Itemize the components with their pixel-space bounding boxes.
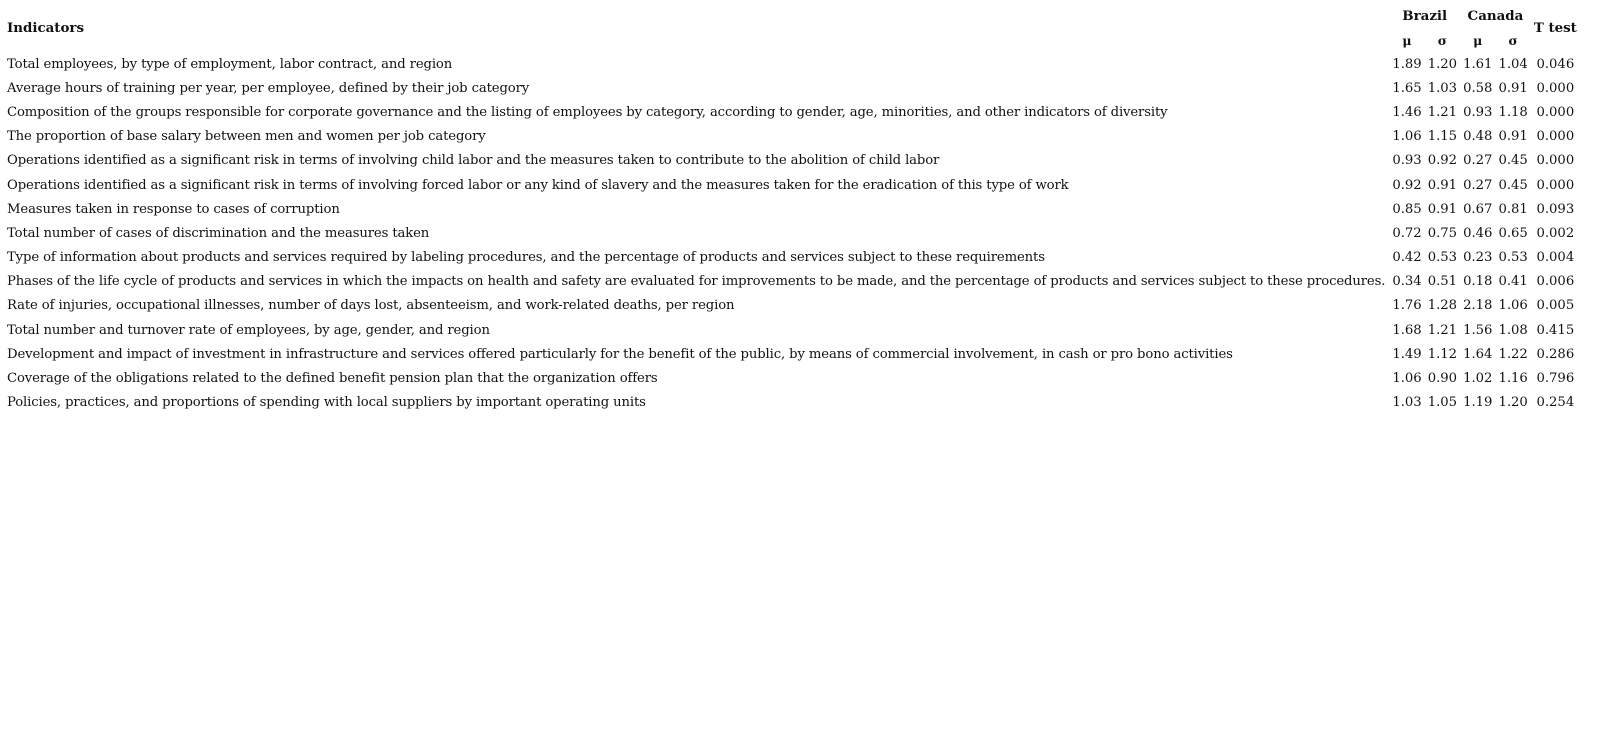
indicator-cell: Coverage of the obligations related to the defined benefit pension plan that the organization offers: [7, 371, 658, 387]
indicators-header: Indicators: [7, 20, 84, 36]
table-row: [4, 391, 1580, 415]
brazil-mu-cell: 0.34: [1392, 274, 1422, 290]
canada-sigma-cell: 1.20: [1498, 395, 1528, 411]
canada-mu-header: μ: [1473, 32, 1483, 48]
canada-mu-cell: 1.02: [1463, 371, 1493, 387]
canada-mu-cell: 0.93: [1463, 104, 1493, 120]
brazil-mu-cell: 1.49: [1392, 346, 1422, 362]
canada-mu-cell: 0.27: [1463, 177, 1493, 193]
brazil-sigma-cell: 1.15: [1427, 129, 1458, 145]
indicator-cell: Total number of cases of discrimination and the measures taken: [7, 225, 430, 241]
t-test-cell: 0.006: [1536, 274, 1575, 290]
table-row: [4, 52, 1580, 76]
canada-sigma-cell: 1.16: [1498, 371, 1528, 387]
indicator-cell: Type of information about products and services required by labeling procedures, and the percentage of products and services subject to these requirements: [7, 250, 1045, 266]
canada-mu-cell: 0.23: [1463, 250, 1493, 266]
t-test-cell: 0.005: [1536, 298, 1575, 314]
canada-sigma-cell: 0.45: [1498, 153, 1528, 169]
indicator-cell: Development and impact of investment in infrastructure and services offered particularly for the benefit of the public, by means of commercial involvement, in cash or pro bono activities: [7, 346, 1233, 362]
brazil-mu-cell: 1.65: [1392, 80, 1422, 96]
brazil-mu-cell: 1.89: [1392, 56, 1422, 72]
t-test-cell: 0.000: [1536, 80, 1575, 96]
brazil-sigma-cell: 1.21: [1427, 322, 1458, 338]
indicator-cell: Policies, practices, and proportions of spending with local suppliers by important operating units: [7, 395, 646, 411]
table-row: [4, 246, 1580, 270]
canada-sigma-cell: 0.53: [1498, 250, 1528, 266]
canada-mu-cell: 2.18: [1463, 298, 1493, 314]
table-body: [4, 52, 1580, 415]
brazil-mu-cell: 0.85: [1392, 201, 1422, 217]
brazil-mu-cell: 0.72: [1392, 225, 1422, 241]
indicators-table: [4, 4, 1580, 415]
canada-mu-cell: 1.56: [1463, 322, 1493, 338]
t-test-cell: 0.796: [1536, 371, 1575, 387]
canada-sigma-cell: 1.22: [1498, 346, 1528, 362]
brazil-mu-header: μ: [1402, 32, 1412, 48]
t-test-cell: 0.286: [1536, 346, 1575, 362]
indicator-cell: Average hours of training per year, per employee, defined by their job category: [7, 80, 530, 96]
canada-sigma-header: σ: [1508, 32, 1518, 48]
canada-mu-cell: 0.27: [1463, 153, 1493, 169]
brazil-sigma-cell: 1.28: [1427, 298, 1458, 314]
brazil-mu-cell: 0.93: [1392, 153, 1422, 169]
canada-sigma-cell: 0.45: [1498, 177, 1528, 193]
canada-mu-cell: 1.61: [1463, 56, 1493, 72]
brazil-sigma-cell: 0.91: [1427, 177, 1458, 193]
brazil-mu-cell: 1.46: [1392, 104, 1422, 120]
table-row: [4, 342, 1580, 366]
canada-sigma-cell: 0.81: [1498, 201, 1528, 217]
t-test-cell: 0.000: [1536, 153, 1575, 169]
canada-mu-cell: 1.64: [1463, 346, 1493, 362]
t-test-cell: 0.254: [1536, 395, 1575, 411]
indicator-cell: Total employees, by type of employment, labor contract, and region: [7, 56, 453, 72]
indicator-cell: Phases of the life cycle of products and services in which the impacts on health and safety are evaluated for improvements to be made, and the percentage of products and services subject to these procedures.: [7, 274, 1386, 290]
indicator-cell: The proportion of base salary between men and women per job category: [7, 129, 486, 145]
brazil-sigma-cell: 0.92: [1427, 153, 1458, 169]
t-test-cell: 0.000: [1536, 177, 1575, 193]
canada-mu-cell: 0.58: [1463, 80, 1493, 96]
table-row: [4, 270, 1580, 294]
canada-mu-cell: 0.67: [1463, 201, 1493, 217]
t-test-cell: 0.004: [1536, 250, 1575, 266]
table-row: [4, 100, 1580, 124]
table-row: [4, 125, 1580, 149]
canada-sigma-cell: 1.18: [1498, 104, 1528, 120]
t-test-cell: 0.002: [1536, 225, 1575, 241]
table-row: [4, 197, 1580, 221]
brazil-sigma-cell: 0.90: [1427, 371, 1458, 387]
indicator-cell: Total number and turnover rate of employees, by age, gender, and region: [7, 322, 490, 338]
canada-sigma-cell: 1.08: [1498, 322, 1528, 338]
t-test-cell: 0.000: [1536, 104, 1575, 120]
brazil-mu-cell: 0.42: [1392, 250, 1422, 266]
brazil-mu-cell: 1.06: [1392, 129, 1422, 145]
brazil-mu-cell: 1.68: [1392, 322, 1422, 338]
header-row-groups: [4, 4, 1580, 28]
t-test-cell: 0.046: [1536, 56, 1575, 72]
brazil-mu-cell: 0.92: [1392, 177, 1422, 193]
canada-sigma-cell: 0.91: [1498, 80, 1528, 96]
brazil-sigma-cell: 0.51: [1427, 274, 1458, 290]
brazil-sigma-cell: 1.20: [1427, 56, 1458, 72]
canada-mu-cell: 0.48: [1463, 129, 1493, 145]
indicator-cell: Operations identified as a significant risk in terms of involving forced labor or any kind of slavery and the measures taken for the eradication of this type of work: [7, 177, 1069, 193]
brazil-sigma-cell: 0.53: [1427, 250, 1458, 266]
t-test-cell: 0.415: [1536, 322, 1575, 338]
brazil-sigma-cell: 1.05: [1427, 395, 1458, 411]
canada-sigma-cell: 1.06: [1498, 298, 1528, 314]
brazil-sigma-header: σ: [1437, 32, 1447, 48]
table-row: [4, 149, 1580, 173]
t-test-cell: 0.000: [1536, 129, 1575, 145]
indicator-cell: Measures taken in response to cases of corruption: [7, 201, 340, 217]
table-row: [4, 221, 1580, 245]
canada-mu-cell: 0.46: [1463, 225, 1493, 241]
brazil-sigma-cell: 1.21: [1427, 104, 1458, 120]
canada-sigma-cell: 0.65: [1498, 225, 1528, 241]
table-header: [4, 4, 1580, 52]
canada-sigma-cell: 0.91: [1498, 129, 1528, 145]
canada-sigma-cell: 0.41: [1498, 274, 1528, 290]
brazil-sigma-cell: 1.03: [1427, 80, 1458, 96]
table-row: [4, 366, 1580, 390]
brazil-sigma-cell: 0.75: [1427, 225, 1458, 241]
canada-mu-cell: 1.19: [1463, 395, 1493, 411]
brazil-mu-cell: 1.06: [1392, 371, 1422, 387]
t-test-cell: 0.093: [1536, 201, 1575, 217]
table-row: [4, 294, 1580, 318]
brazil-sigma-cell: 0.91: [1427, 201, 1458, 217]
table-row: [4, 318, 1580, 342]
brazil-mu-cell: 1.03: [1392, 395, 1422, 411]
canada-mu-cell: 0.18: [1463, 274, 1493, 290]
table-row: [4, 76, 1580, 100]
brazil-sigma-cell: 1.12: [1427, 346, 1458, 362]
indicator-cell: Rate of injuries, occupational illnesses, number of days lost, absenteeism, and work-related deaths, per region: [7, 298, 735, 314]
indicator-cell: Operations identified as a significant risk in terms of involving child labor and the measures taken to contribute to the abolition of child labor: [7, 153, 940, 169]
canada-header: Canada: [1467, 8, 1524, 24]
brazil-header: Brazil: [1402, 8, 1448, 24]
indicator-cell: Composition of the groups responsible for corporate governance and the listing of employees by category, according to gender, age, minorities, and other indicators of diversity: [7, 104, 1168, 120]
ttest-header: T test: [1533, 20, 1577, 36]
table-row: [4, 173, 1580, 197]
canada-sigma-cell: 1.04: [1498, 56, 1528, 72]
brazil-mu-cell: 1.76: [1392, 298, 1422, 314]
